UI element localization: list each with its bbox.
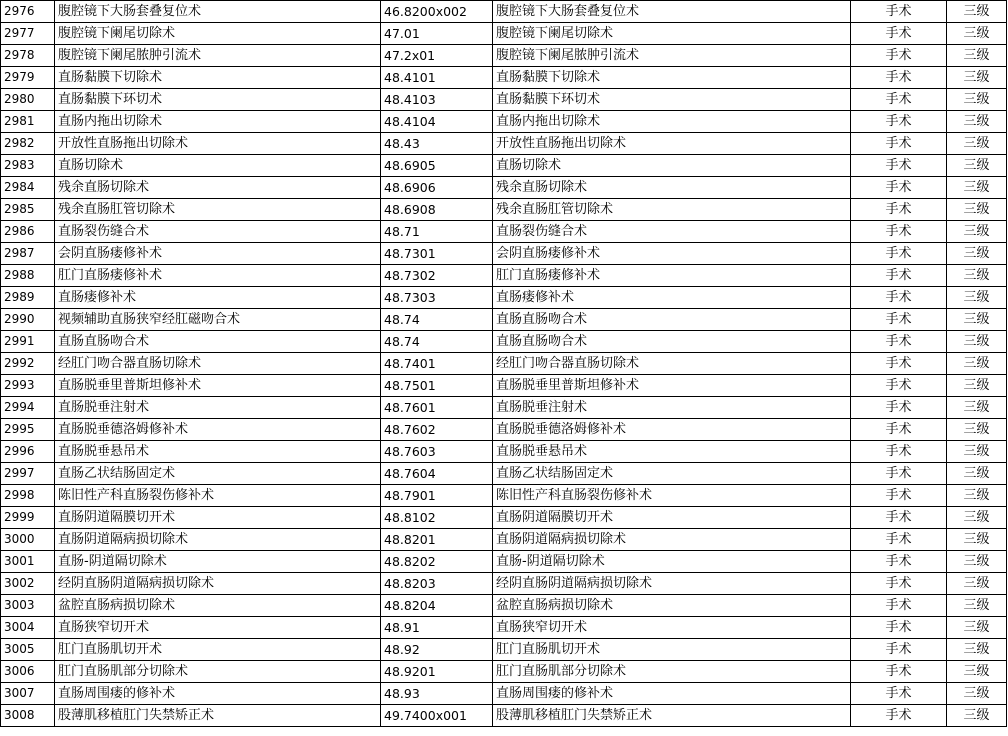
table-row (1, 617, 1007, 639)
procedure-code-cell: 48.6906 (381, 177, 493, 199)
category-cell: 手术 (851, 441, 947, 463)
table-row (1, 89, 1007, 111)
row-number-cell: 3007 (1, 683, 55, 705)
procedure-name-cell: 肛门直肠肌切开术 (55, 639, 381, 661)
standard-name-cell: 开放性直肠拖出切除术 (493, 133, 851, 155)
standard-name-cell: 残余直肠肛管切除术 (493, 199, 851, 221)
grade-level-cell: 三级 (947, 419, 1007, 441)
standard-name-cell: 直肠狭窄切开术 (493, 617, 851, 639)
table-row (1, 331, 1007, 353)
grade-level-cell: 三级 (947, 507, 1007, 529)
procedure-table-body (1, 1, 1007, 727)
procedure-name-cell: 视频辅助直肠狭窄经肛磁吻合术 (55, 309, 381, 331)
row-number-cell: 2979 (1, 67, 55, 89)
category-cell: 手术 (851, 551, 947, 573)
procedure-code-cell: 47.01 (381, 23, 493, 45)
procedure-code-cell: 48.8102 (381, 507, 493, 529)
procedure-name-cell: 盆腔直肠病损切除术 (55, 595, 381, 617)
grade-level-cell: 三级 (947, 683, 1007, 705)
procedure-code-cell: 49.7400x001 (381, 705, 493, 727)
procedure-name-cell: 直肠狭窄切开术 (55, 617, 381, 639)
procedure-name-cell: 股薄肌移植肛门失禁矫正术 (55, 705, 381, 727)
procedure-code-cell: 47.2x01 (381, 45, 493, 67)
table-row (1, 309, 1007, 331)
grade-level-cell: 三级 (947, 661, 1007, 683)
table-row (1, 705, 1007, 727)
category-cell: 手术 (851, 507, 947, 529)
row-number-cell: 2977 (1, 23, 55, 45)
table-row (1, 463, 1007, 485)
table-row (1, 353, 1007, 375)
procedure-code-cell: 48.6905 (381, 155, 493, 177)
grade-level-cell: 三级 (947, 265, 1007, 287)
table-row (1, 507, 1007, 529)
category-cell: 手术 (851, 243, 947, 265)
row-number-cell: 2998 (1, 485, 55, 507)
standard-name-cell: 直肠黏膜下环切术 (493, 89, 851, 111)
table-row (1, 1, 1007, 23)
standard-name-cell: 残余直肠切除术 (493, 177, 851, 199)
row-number-cell: 2990 (1, 309, 55, 331)
grade-level-cell: 三级 (947, 1, 1007, 23)
row-number-cell: 3000 (1, 529, 55, 551)
procedure-code-cell: 48.43 (381, 133, 493, 155)
procedure-name-cell: 腹腔镜下阑尾切除术 (55, 23, 381, 45)
grade-level-cell: 三级 (947, 199, 1007, 221)
standard-name-cell: 直肠瘘修补术 (493, 287, 851, 309)
procedure-name-cell: 直肠阴道隔病损切除术 (55, 529, 381, 551)
procedure-name-cell: 直肠瘘修补术 (55, 287, 381, 309)
category-cell: 手术 (851, 1, 947, 23)
table-row (1, 133, 1007, 155)
table-row (1, 375, 1007, 397)
table-row (1, 551, 1007, 573)
category-cell: 手术 (851, 463, 947, 485)
grade-level-cell: 三级 (947, 441, 1007, 463)
category-cell: 手术 (851, 573, 947, 595)
procedure-code-cell: 48.92 (381, 639, 493, 661)
procedure-name-cell: 直肠周围瘘的修补术 (55, 683, 381, 705)
grade-level-cell: 三级 (947, 463, 1007, 485)
table-row (1, 595, 1007, 617)
grade-level-cell: 三级 (947, 111, 1007, 133)
standard-name-cell: 直肠脱垂注射术 (493, 397, 851, 419)
procedure-name-cell: 经肛门吻合器直肠切除术 (55, 353, 381, 375)
grade-level-cell: 三级 (947, 397, 1007, 419)
procedure-code-cell: 48.8202 (381, 551, 493, 573)
procedure-code-cell: 48.93 (381, 683, 493, 705)
standard-name-cell: 直肠阴道隔膜切开术 (493, 507, 851, 529)
standard-name-cell: 直肠黏膜下切除术 (493, 67, 851, 89)
grade-level-cell: 三级 (947, 595, 1007, 617)
row-number-cell: 3004 (1, 617, 55, 639)
category-cell: 手术 (851, 133, 947, 155)
procedure-code-cell: 48.8201 (381, 529, 493, 551)
standard-name-cell: 肛门直肠瘘修补术 (493, 265, 851, 287)
grade-level-cell: 三级 (947, 133, 1007, 155)
procedure-code-cell: 48.7303 (381, 287, 493, 309)
procedure-code-cell: 48.4103 (381, 89, 493, 111)
grade-level-cell: 三级 (947, 243, 1007, 265)
procedure-code-cell: 48.7301 (381, 243, 493, 265)
category-cell: 手术 (851, 265, 947, 287)
category-cell: 手术 (851, 177, 947, 199)
procedure-code-cell: 48.74 (381, 331, 493, 353)
row-number-cell: 3005 (1, 639, 55, 661)
standard-name-cell: 直肠周围瘘的修补术 (493, 683, 851, 705)
standard-name-cell: 肛门直肠肌部分切除术 (493, 661, 851, 683)
procedure-code-cell: 48.7901 (381, 485, 493, 507)
procedure-code-cell: 48.91 (381, 617, 493, 639)
category-cell: 手术 (851, 111, 947, 133)
standard-name-cell: 直肠直肠吻合术 (493, 331, 851, 353)
grade-level-cell: 三级 (947, 331, 1007, 353)
row-number-cell: 2994 (1, 397, 55, 419)
category-cell: 手术 (851, 67, 947, 89)
table-row (1, 23, 1007, 45)
category-cell: 手术 (851, 375, 947, 397)
standard-name-cell: 经阴直肠阴道隔病损切除术 (493, 573, 851, 595)
row-number-cell: 2980 (1, 89, 55, 111)
standard-name-cell: 直肠-阴道隔切除术 (493, 551, 851, 573)
standard-name-cell: 腹腔镜下大肠套叠复位术 (493, 1, 851, 23)
row-number-cell: 3003 (1, 595, 55, 617)
standard-name-cell: 直肠乙状结肠固定术 (493, 463, 851, 485)
category-cell: 手术 (851, 617, 947, 639)
procedure-name-cell: 开放性直肠拖出切除术 (55, 133, 381, 155)
standard-name-cell: 腹腔镜下阑尾切除术 (493, 23, 851, 45)
category-cell: 手术 (851, 419, 947, 441)
row-number-cell: 2978 (1, 45, 55, 67)
row-number-cell: 3008 (1, 705, 55, 727)
procedure-name-cell: 肛门直肠肌部分切除术 (55, 661, 381, 683)
procedure-name-cell: 经阴直肠阴道隔病损切除术 (55, 573, 381, 595)
procedure-name-cell: 会阴直肠瘘修补术 (55, 243, 381, 265)
procedure-code-cell: 48.7602 (381, 419, 493, 441)
table-row (1, 529, 1007, 551)
row-number-cell: 2984 (1, 177, 55, 199)
procedure-code-cell: 48.4101 (381, 67, 493, 89)
standard-name-cell: 直肠脱垂里普斯坦修补术 (493, 375, 851, 397)
grade-level-cell: 三级 (947, 551, 1007, 573)
grade-level-cell: 三级 (947, 309, 1007, 331)
procedure-code-cell: 48.7401 (381, 353, 493, 375)
procedure-name-cell: 直肠直肠吻合术 (55, 331, 381, 353)
procedure-name-cell: 肛门直肠瘘修补术 (55, 265, 381, 287)
standard-name-cell: 直肠切除术 (493, 155, 851, 177)
procedure-code-cell: 48.9201 (381, 661, 493, 683)
procedure-name-cell: 直肠-阴道隔切除术 (55, 551, 381, 573)
category-cell: 手术 (851, 89, 947, 111)
category-cell: 手术 (851, 705, 947, 727)
table-row (1, 243, 1007, 265)
grade-level-cell: 三级 (947, 287, 1007, 309)
row-number-cell: 2996 (1, 441, 55, 463)
standard-name-cell: 腹腔镜下阑尾脓肿引流术 (493, 45, 851, 67)
row-number-cell: 3001 (1, 551, 55, 573)
table-row (1, 441, 1007, 463)
procedure-code-cell: 48.7601 (381, 397, 493, 419)
row-number-cell: 2989 (1, 287, 55, 309)
category-cell: 手术 (851, 353, 947, 375)
procedure-name-cell: 腹腔镜下阑尾脓肿引流术 (55, 45, 381, 67)
table-row (1, 155, 1007, 177)
category-cell: 手术 (851, 595, 947, 617)
category-cell: 手术 (851, 661, 947, 683)
procedure-code-cell: 48.7302 (381, 265, 493, 287)
grade-level-cell: 三级 (947, 67, 1007, 89)
row-number-cell: 2991 (1, 331, 55, 353)
grade-level-cell: 三级 (947, 639, 1007, 661)
procedure-code-cell: 48.71 (381, 221, 493, 243)
row-number-cell: 3002 (1, 573, 55, 595)
standard-name-cell: 直肠裂伤缝合术 (493, 221, 851, 243)
grade-level-cell: 三级 (947, 617, 1007, 639)
procedure-name-cell: 直肠乙状结肠固定术 (55, 463, 381, 485)
table-row (1, 265, 1007, 287)
row-number-cell: 2992 (1, 353, 55, 375)
row-number-cell: 2986 (1, 221, 55, 243)
procedure-code-cell: 48.7501 (381, 375, 493, 397)
row-number-cell: 2997 (1, 463, 55, 485)
procedure-name-cell: 直肠切除术 (55, 155, 381, 177)
table-row (1, 573, 1007, 595)
procedure-code-cell: 48.8203 (381, 573, 493, 595)
category-cell: 手术 (851, 529, 947, 551)
row-number-cell: 2983 (1, 155, 55, 177)
row-number-cell: 2987 (1, 243, 55, 265)
procedure-name-cell: 直肠内拖出切除术 (55, 111, 381, 133)
table-row (1, 485, 1007, 507)
grade-level-cell: 三级 (947, 177, 1007, 199)
row-number-cell: 2976 (1, 1, 55, 23)
grade-level-cell: 三级 (947, 89, 1007, 111)
category-cell: 手术 (851, 331, 947, 353)
procedure-code-cell: 48.4104 (381, 111, 493, 133)
row-number-cell: 3006 (1, 661, 55, 683)
standard-name-cell: 盆腔直肠病损切除术 (493, 595, 851, 617)
table-row (1, 111, 1007, 133)
table-row (1, 45, 1007, 67)
procedure-name-cell: 直肠裂伤缝合术 (55, 221, 381, 243)
row-number-cell: 2981 (1, 111, 55, 133)
table-row (1, 419, 1007, 441)
grade-level-cell: 三级 (947, 573, 1007, 595)
row-number-cell: 2999 (1, 507, 55, 529)
category-cell: 手术 (851, 155, 947, 177)
procedure-name-cell: 直肠脱垂注射术 (55, 397, 381, 419)
procedure-code-cell: 48.7604 (381, 463, 493, 485)
table-row (1, 639, 1007, 661)
procedure-code-cell: 48.7603 (381, 441, 493, 463)
procedure-code-cell: 46.8200x002 (381, 1, 493, 23)
grade-level-cell: 三级 (947, 705, 1007, 727)
procedure-name-cell: 陈旧性产科直肠裂伤修补术 (55, 485, 381, 507)
category-cell: 手术 (851, 309, 947, 331)
standard-name-cell: 陈旧性产科直肠裂伤修补术 (493, 485, 851, 507)
standard-name-cell: 股薄肌移植肛门失禁矫正术 (493, 705, 851, 727)
procedure-code-cell: 48.6908 (381, 199, 493, 221)
category-cell: 手术 (851, 45, 947, 67)
category-cell: 手术 (851, 683, 947, 705)
standard-name-cell: 直肠脱垂德洛姆修补术 (493, 419, 851, 441)
procedure-name-cell: 残余直肠切除术 (55, 177, 381, 199)
standard-name-cell: 直肠直肠吻合术 (493, 309, 851, 331)
standard-name-cell: 经肛门吻合器直肠切除术 (493, 353, 851, 375)
table-row (1, 67, 1007, 89)
category-cell: 手术 (851, 639, 947, 661)
grade-level-cell: 三级 (947, 23, 1007, 45)
grade-level-cell: 三级 (947, 375, 1007, 397)
row-number-cell: 2988 (1, 265, 55, 287)
table-row (1, 661, 1007, 683)
grade-level-cell: 三级 (947, 45, 1007, 67)
standard-name-cell: 肛门直肠肌切开术 (493, 639, 851, 661)
category-cell: 手术 (851, 287, 947, 309)
table-row (1, 683, 1007, 705)
row-number-cell: 2982 (1, 133, 55, 155)
procedure-name-cell: 直肠黏膜下环切术 (55, 89, 381, 111)
procedure-name-cell: 直肠脱垂德洛姆修补术 (55, 419, 381, 441)
table-row (1, 287, 1007, 309)
procedure-name-cell: 直肠阴道隔膜切开术 (55, 507, 381, 529)
grade-level-cell: 三级 (947, 155, 1007, 177)
procedure-name-cell: 直肠脱垂里普斯坦修补术 (55, 375, 381, 397)
procedure-code-cell: 48.8204 (381, 595, 493, 617)
standard-name-cell: 会阴直肠瘘修补术 (493, 243, 851, 265)
category-cell: 手术 (851, 485, 947, 507)
row-number-cell: 2985 (1, 199, 55, 221)
table-row (1, 199, 1007, 221)
table-row (1, 397, 1007, 419)
procedure-name-cell: 腹腔镜下大肠套叠复位术 (55, 1, 381, 23)
category-cell: 手术 (851, 199, 947, 221)
grade-level-cell: 三级 (947, 221, 1007, 243)
grade-level-cell: 三级 (947, 485, 1007, 507)
category-cell: 手术 (851, 397, 947, 419)
standard-name-cell: 直肠脱垂悬吊术 (493, 441, 851, 463)
procedure-name-cell: 直肠脱垂悬吊术 (55, 441, 381, 463)
category-cell: 手术 (851, 221, 947, 243)
standard-name-cell: 直肠内拖出切除术 (493, 111, 851, 133)
procedure-name-cell: 残余直肠肛管切除术 (55, 199, 381, 221)
table-row (1, 177, 1007, 199)
grade-level-cell: 三级 (947, 529, 1007, 551)
procedure-name-cell: 直肠黏膜下切除术 (55, 67, 381, 89)
grade-level-cell: 三级 (947, 353, 1007, 375)
category-cell: 手术 (851, 23, 947, 45)
table-row (1, 221, 1007, 243)
procedure-code-cell: 48.74 (381, 309, 493, 331)
row-number-cell: 2995 (1, 419, 55, 441)
standard-name-cell: 直肠阴道隔病损切除术 (493, 529, 851, 551)
row-number-cell: 2993 (1, 375, 55, 397)
